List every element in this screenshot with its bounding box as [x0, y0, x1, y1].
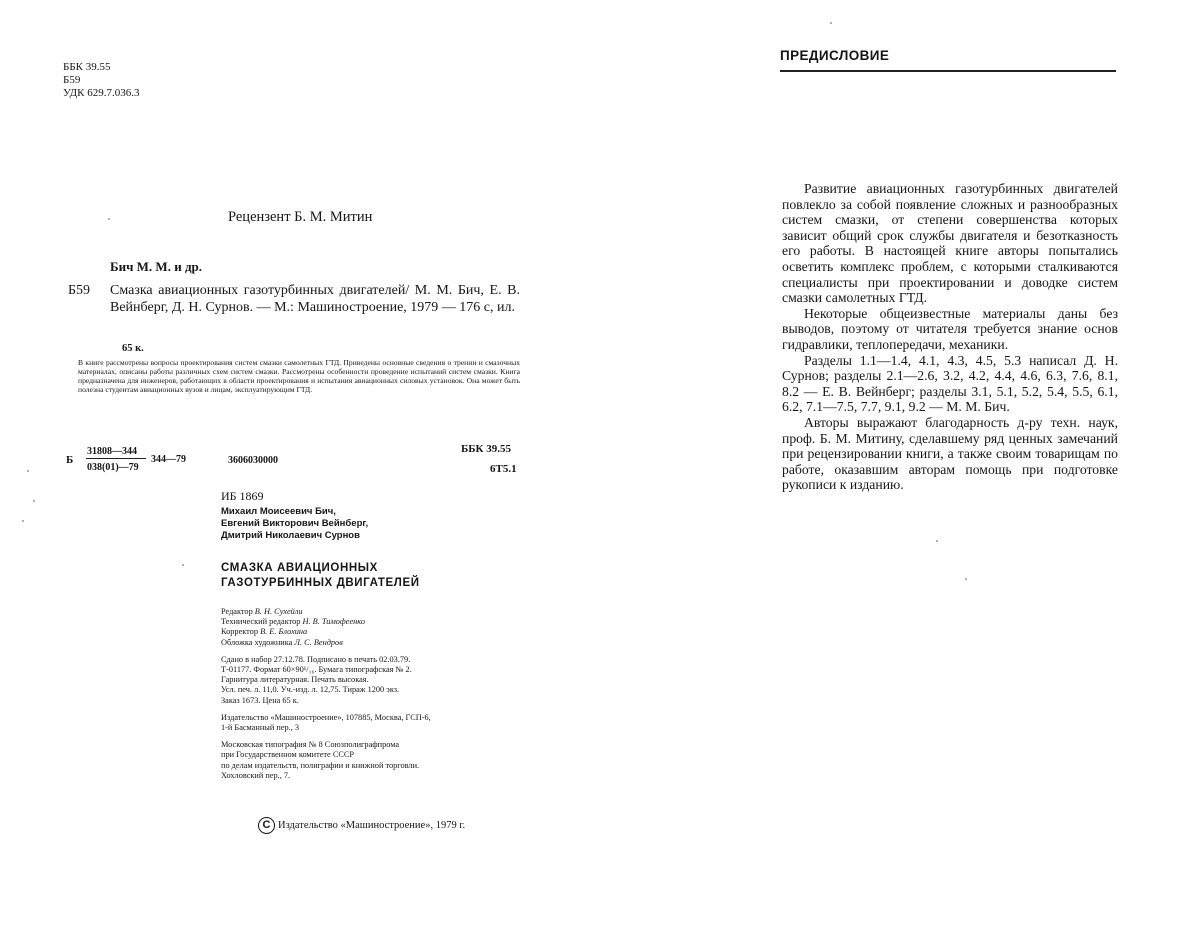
- copyright-text: Издательство «Машиностроение», 1979 г.: [278, 820, 466, 831]
- proofreader-name: В. Е. Блохина: [260, 627, 308, 637]
- preface-paragraph: Разделы 1.1—1.4, 4.1, 4.3, 4.5, 5.3 написал Д. Н. Сурнов; разделы 2.1—2.6, 3.2, 4.2, 4.4, 4.6, 6.3, 7.6, 8.1, 8.2 — Е. В. Вейнберг; разделы 3.1, 5.1, 5.2, 5.4, 5.5, 6.1, 6.2, 7.1—7.5, 7.7, 9.1, 9.2 — М. М. Бич.: [782, 352, 1118, 415]
- copyright-line: [258, 817, 465, 834]
- scan-speck: [108, 218, 110, 220]
- book-title-line: СМАЗКА АВИАЦИОННЫХ: [221, 562, 378, 574]
- index-middle: 344—79: [151, 454, 186, 465]
- bbk-code: ББК 39.55: [63, 61, 111, 73]
- copyright-icon: C: [258, 817, 275, 834]
- catalog-code: Б59: [68, 283, 91, 298]
- preface-heading: ПРЕДИСЛОВИЕ: [780, 48, 890, 63]
- imprint-credits: [221, 607, 431, 781]
- print-data-line: Сдано в набор 27.12.78. Подписано в печать 02.03.79.: [221, 654, 411, 664]
- classification-codes: [63, 61, 140, 100]
- reviewer-line: Рецензент Б. М. Митин: [228, 209, 373, 225]
- preface-paragraph: Некоторые общеизвестные материалы даны без выводов, поэтому от читателя требуется знание основ гидравлики, теплопередачи, механики.: [782, 305, 1118, 352]
- index-denominator: 038(01)—79: [87, 462, 139, 473]
- index-numerator: 31808—344: [87, 446, 137, 457]
- print-data-line: Заказ 1673. Цена 65 к.: [221, 695, 299, 705]
- author-mark: Б59: [63, 74, 81, 86]
- print-data-line: Т-01177. Формат 60×90¹/₁₆. Бумага типографская № 2.: [221, 665, 412, 675]
- cover-label: Обложка художника: [221, 637, 293, 647]
- price-label: 65 к.: [122, 343, 144, 354]
- editor-name: В. Н. Сухейли: [254, 607, 303, 616]
- author-name: Евгений Викторович Вейнберг,: [221, 518, 369, 529]
- index-letter: Б: [66, 454, 74, 466]
- tech-editor-label: Технический редактор: [221, 617, 301, 627]
- author-name: Михаил Моисеевич Бич,: [221, 506, 336, 517]
- printer-line: по делам издательств, полиграфии и книжной торговли.: [221, 760, 420, 770]
- authors-heading: Бич М. М. и др.: [110, 259, 203, 274]
- publisher-line: 1-й Басманный пер., 3: [221, 723, 300, 733]
- preface-paragraph: Авторы выражают благодарность д-ру техн. наук, проф. Б. М. Митину, сделавшему ряд ценных замечаний при рецензировании книги, а также своим товарищам по работе, оказавшим авторам помощь при подготовке рукописи к изданию.: [782, 414, 1118, 493]
- preface-paragraph: Развитие авиационных газотурбинных двигателей повлекло за собой появление сложных и разнообразных систем смазки, от степени совершенства которых зависит общий срок службы двигателя и безотказность его работы. В настоящей книге авторы попытались осветить комплекс проблем, с которыми сталкиваются специалисты при проектировании и доводке систем смазки самолетных ГТД.: [782, 181, 1118, 306]
- index-code: 3606030000: [228, 455, 278, 466]
- tech-editor-line: [221, 617, 431, 627]
- heading-rule: [780, 70, 1116, 72]
- cover-name: Л. С. Вендров: [294, 637, 343, 647]
- tech-editor-name: Н. В. Тимофеенко: [302, 617, 365, 627]
- proofreader-line: [221, 627, 431, 637]
- book-title: [221, 561, 420, 591]
- book-annotation: В книге рассмотрены вопросы проектирования систем смазки самолетных ГТД. Приведены основные сведения о трении и смазочных материалах, описаны работы различных схем систем смазки. Рассмотрены особенности проведение испытаний систем смазки. Книга предназначена для инженеров, работающих в области проектирования и испытания авиационных силовых установок. Она может быть полезна студентам авиационных вузов и лицам, эксплуатирующим ГТД.: [78, 358, 520, 394]
- scan-speck: [965, 578, 967, 580]
- printer-line: Хохловский пер., 7.: [221, 770, 291, 780]
- author-full-names: [221, 506, 368, 542]
- scan-speck: [830, 22, 832, 24]
- bbk-right: ББК 39.55: [461, 443, 512, 455]
- book-title-line: ГАЗОТУРБИННЫХ ДВИГАТЕЛЕЙ: [221, 577, 420, 589]
- proofreader-label: Корректор: [221, 627, 258, 637]
- catalog-entry: Смазка авиационных газотурбинных двигателей/ М. М. Бич, Е. В. Вейнберг, Д. Н. Сурнов. — М.: Машиностроение, 1979 — 176 с, ил.: [110, 283, 520, 315]
- preface-body: [782, 181, 1118, 493]
- scan-speck: [182, 564, 184, 566]
- scan-speck: [27, 470, 29, 472]
- scan-speck: [22, 520, 24, 522]
- publisher-line: Издательство «Машиностроение», 107885, Москва, ГСП-6,: [221, 712, 431, 722]
- right-page: [600, 0, 1200, 934]
- printer-line: Московская типография № 8 Союзполиграфпрома: [221, 740, 400, 750]
- author-name: Дмитрий Николаевич Сурнов: [221, 530, 360, 541]
- cover-artist-line: [221, 638, 431, 648]
- bbk-right-sub: 6Т5.1: [490, 463, 517, 475]
- scan-speck: [33, 500, 35, 502]
- fraction-line: [86, 458, 146, 459]
- print-data-line: Гарнитура литературная. Печать высокая.: [221, 675, 369, 685]
- editor-label: Редактор: [221, 607, 253, 616]
- printer-line: при Государственном комитете СССР: [221, 750, 355, 760]
- scan-speck: [936, 540, 938, 542]
- print-data-line: Усл. печ. л. 11,0. Уч.-изд. л. 12,75. Тираж 1200 экз.: [221, 685, 400, 695]
- editor-line: [221, 607, 431, 617]
- udk-code: УДК 629.7.036.3: [63, 87, 140, 99]
- ib-number: ИБ 1869: [221, 489, 264, 503]
